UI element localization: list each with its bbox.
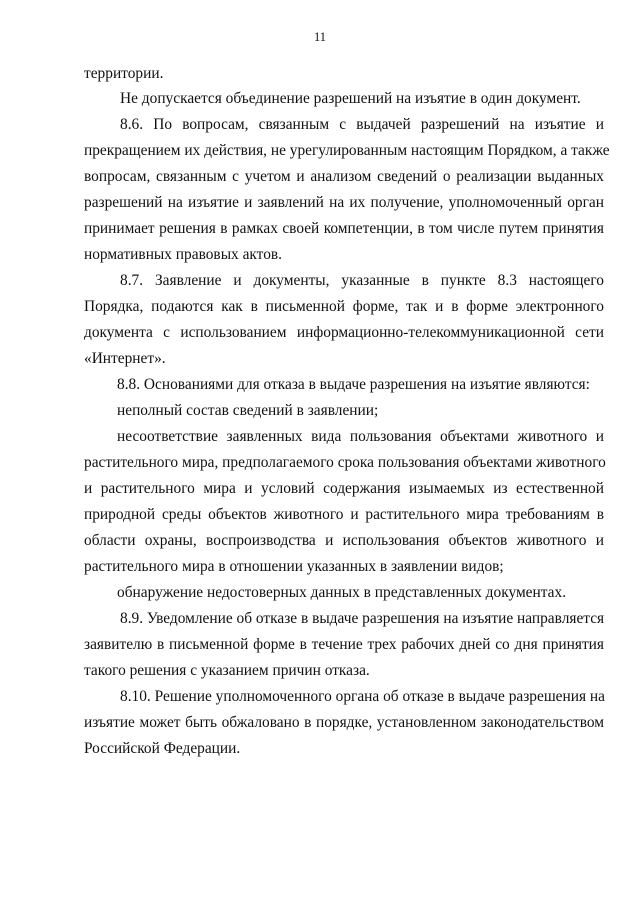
paragraph-8-9-line: 8.9. Уведомление об отказе в выдаче разрешения на изъятие направляется bbox=[120, 610, 605, 627]
text-line: Не допускается объединение разрешений на изъятие в один документ. bbox=[120, 90, 581, 107]
text-line: территории. bbox=[84, 65, 164, 82]
text-line: Порядка, подаются как в письменной форме, так и в форме электронного bbox=[84, 298, 604, 315]
text-line: несоответствие заявленных вида пользования объектами животного и bbox=[117, 428, 604, 445]
text-line: прекращением их действия, не урегулированным настоящим Порядком, а также bbox=[84, 142, 610, 159]
paragraph-8-6-line: 8.6. По вопросам, связанным с выдачей разрешений на изъятие и bbox=[120, 116, 604, 133]
text-line: обнаружение недостоверных данных в представленных документах. bbox=[117, 584, 567, 601]
text-line: документа с использованием информационно-телекоммуникационной сети bbox=[84, 324, 604, 341]
text-line: такого решения с указанием причин отказа. bbox=[84, 662, 370, 679]
text-line: природной среды объектов животного и растительного мира требованиям в bbox=[84, 506, 604, 523]
text-line: Российской Федерации. bbox=[84, 740, 241, 757]
text-line: растительного мира, предполагаемого срока пользования объектами животного bbox=[84, 454, 606, 471]
paragraph-8-7-line: 8.7. Заявление и документы, указанные в пункте 8.3 настоящего bbox=[120, 272, 604, 289]
text-line: разрешений на изъятие и заявлений на их получение, уполномоченный орган bbox=[84, 194, 604, 211]
text-line: вопросам, связанным с учетом и анализом сведений о реализации выданных bbox=[84, 168, 604, 185]
text-line: и растительного мира и условий содержания изымаемых из естественной bbox=[84, 480, 604, 497]
text-line: растительного мира в отношении указанных в заявлении видов; bbox=[84, 558, 504, 575]
text-line: изъятие может быть обжаловано в порядке, установленном законодательством bbox=[84, 714, 604, 731]
text-line: нормативных правовых актов. bbox=[84, 246, 283, 263]
paragraph-8-10-line: 8.10. Решение уполномоченного органа об отказе в выдаче разрешения на bbox=[120, 688, 605, 705]
text-line: заявителю в письменной форме в течение трех рабочих дней со дня принятия bbox=[84, 636, 604, 653]
text-line: области охраны, воспроизводства и использования объектов животного и bbox=[84, 532, 604, 549]
text-line: неполный состав сведений в заявлении; bbox=[117, 402, 379, 419]
text-line: «Интернет». bbox=[84, 350, 166, 367]
page-number: 11 bbox=[313, 30, 327, 44]
paragraph-8-8-line: 8.8. Основаниями для отказа в выдаче разрешения на изъятие являются: bbox=[117, 376, 590, 393]
text-line: принимает решения в рамках своей компетенции, в том числе путем принятия bbox=[84, 220, 604, 237]
